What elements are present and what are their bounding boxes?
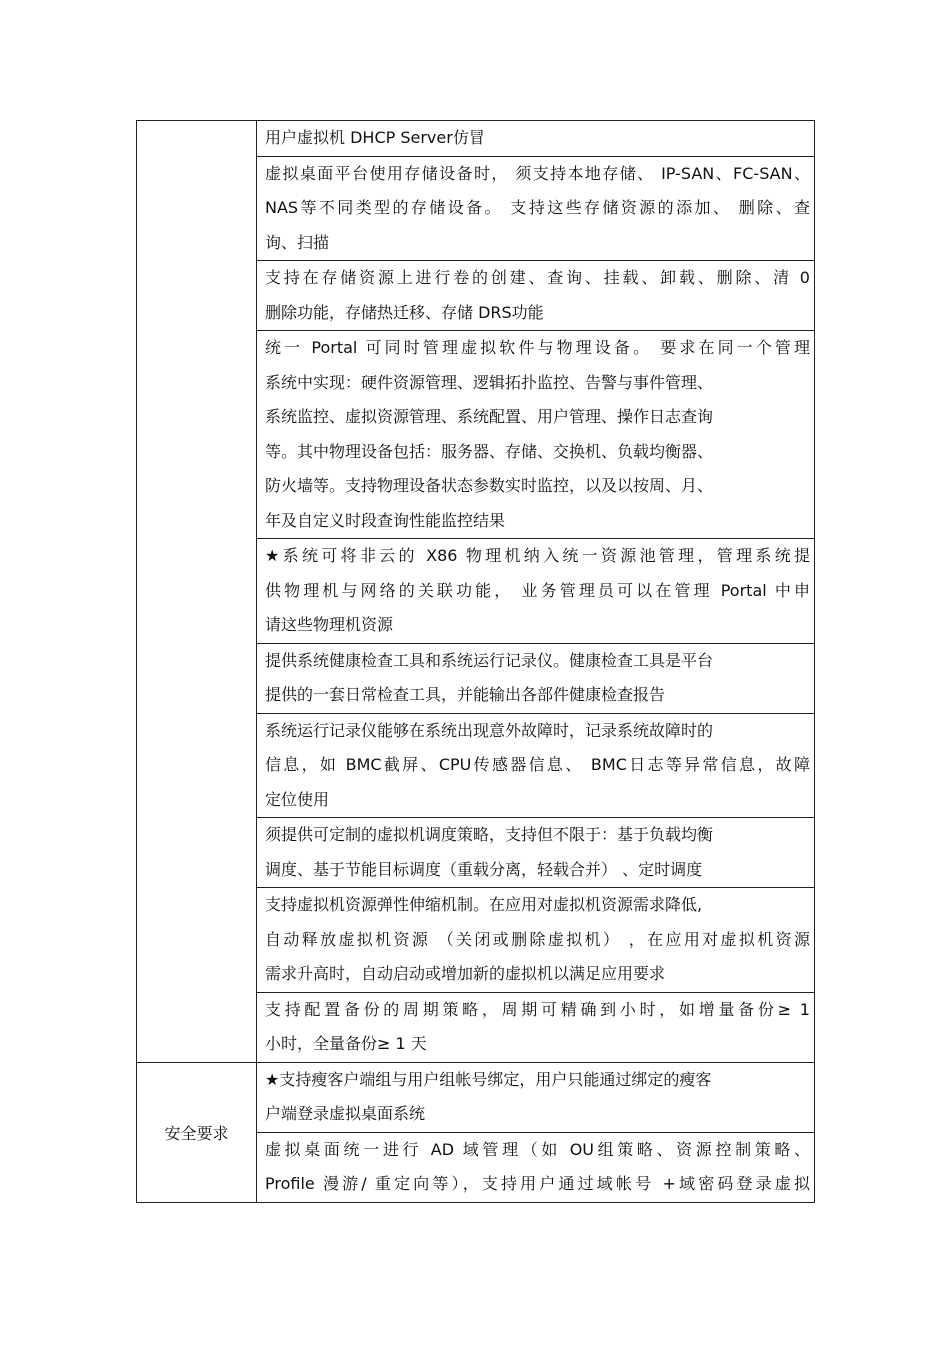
requirement-line: 自动释放虚拟机资源 （关闭或删除虚拟机） ，在应用对虚拟机资源 [265,929,810,949]
requirement-line: ★支持瘦客户端组与用户组帐号绑定，用户只能通过绑定的瘦客 [265,1069,712,1089]
requirement-line: NAS等不同类型的存储设备。 支持这些存储资源的添加、 删除、查 [265,198,810,217]
table-row [137,121,815,157]
requirement-line: 询、扫描 [265,232,330,252]
requirement-cell [257,331,815,539]
requirement-line: 请这些物理机资源 [265,615,394,634]
requirement-line: 虚拟桌面统一进行 AD 域管理（如 OU组策略、资源控制策略、 [265,1139,810,1159]
requirement-line: 户端登录虚拟桌面系统 [265,1104,426,1123]
requirement-cell [257,818,815,888]
requirement-cell [257,1132,815,1202]
requirement-line: 支持虚拟机资源弹性伸缩机制。在应用对虚拟机资源需求降低, [265,895,703,914]
requirement-line: 等。其中物理设备包括：服务器、存储、交换机、负载均衡器、 [265,441,714,461]
requirement-line: Profile 漫游/ 重定向等），支持用户通过域帐号 +域密码登录虚拟 [265,1174,810,1193]
category-cell [137,121,257,1063]
requirement-cell [257,643,815,713]
requirement-cell [257,992,815,1062]
requirement-line: 支持配置备份的周期策略，周期可精确到小时，如增量备份≥ 1 [265,999,810,1019]
requirement-line: 虚拟桌面平台使用存储设备时， 须支持本地存储、 IP-SAN、FC-SAN、 [265,163,810,183]
requirement-cell [257,713,815,818]
requirement-cell [257,121,815,157]
requirement-line: 系统运行记录仪能够在系统出现意外故障时，记录系统故障时的 [265,720,714,740]
requirement-line: 供物理机与网络的关联功能， 业务管理员可以在管理 Portal 中申 [265,580,810,600]
requirement-cell [257,888,815,993]
requirement-line: 定位使用 [265,789,330,809]
requirement-cell [257,156,815,261]
requirement-line: 信息，如 BMC截屏、CPU传感器信息、 BMC日志等异常信息，故障 [265,755,810,774]
requirement-line: 调度、基于节能目标调度（重载分离，轻载合并） 、定时调度 [265,859,703,879]
requirement-line: 删除功能，存储热迁移、存储 DRS功能 [265,302,544,322]
requirement-line: 须提供可定制的虚拟机调度策略，支持但不限于：基于负载均衡 [265,825,714,844]
requirement-cell [257,1062,815,1132]
requirement-line: 年及自定义时段查询性能监控结果 [265,510,506,530]
requirement-cell [257,539,815,644]
requirement-line: 防火墙等。支持物理设备状态参数实时监控，以及以按周、月、 [265,476,714,495]
requirement-line: 系统监控、虚拟资源管理、系统配置、用户管理、操作日志查询 [265,407,714,426]
requirement-line: 系统中实现：硬件资源管理、逻辑拓扑监控、告警与事件管理、 [265,372,714,392]
requirement-line: 支持在存储资源上进行卷的创建、查询、挂载、卸载、删除、清 0 [265,268,810,287]
requirement-line: 小时，全量备份≥ 1 天 [265,1034,427,1053]
requirement-line: 需求升高时，自动启动或增加新的虚拟机以满足应用要求 [265,964,666,983]
spec-table [136,120,815,1203]
table-row [137,1062,815,1132]
requirement-line: 统一 Portal 可同时管理虚拟软件与物理设备。 要求在同一个管理 [265,338,810,357]
category-cell: 安全要求 [137,1062,257,1202]
requirement-line: 提供系统健康检查工具和系统运行记录仪。健康检查工具是平台 [265,650,714,670]
requirement-line: ★系统可将非云的 X86 物理机纳入统一资源池管理，管理系统提 [265,546,810,565]
requirement-line: 提供的一套日常检查工具，并能输出各部件健康检查报告 [265,685,666,704]
requirement-line: 用户虚拟机 DHCP Server仿冒 [265,128,485,147]
requirement-cell [257,261,815,331]
